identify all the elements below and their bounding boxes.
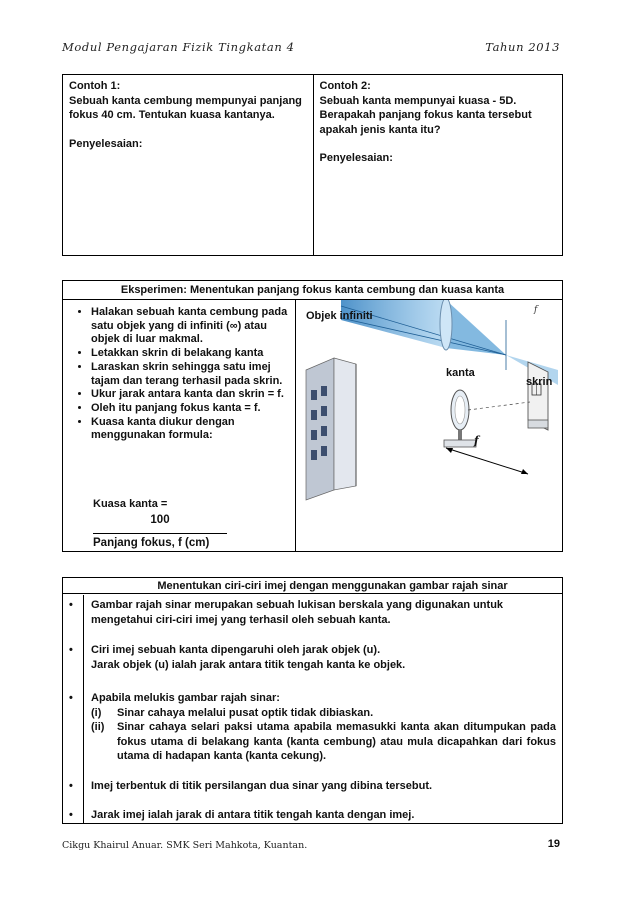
- example-1-title: Contoh 1:: [69, 80, 121, 92]
- formula-fraction-bar: [93, 533, 227, 534]
- bullet: •: [69, 644, 73, 656]
- example-2-text: Sebuah kanta mempunyai kuasa - 5D. Berapakah panjang fokus kanta tersebut apakah jenis kanta itu?: [319, 94, 532, 136]
- ray-diagram-section: [62, 577, 563, 824]
- experiment-step: • Kuasa kanta diukur dengan menggunakan formula:: [91, 416, 291, 443]
- ray-point-text: [91, 643, 556, 672]
- ray-point-text: Gambar rajah sinar merupakan sebuah lukisan berskala yang digunakan untuk mengetahui ciri-ciri imej yang terhasil oleh sebuah kanta.: [91, 599, 504, 626]
- lens-label: kanta: [446, 367, 475, 379]
- module-year: Tahun 2013: [485, 40, 560, 54]
- bullet: •: [69, 809, 73, 821]
- ray-point-text: Jarak imej ialah jarak di antara titik tengah kanta dengan imej.: [91, 809, 415, 821]
- building-icon: [306, 358, 356, 500]
- ray-point-line: Apabila melukis gambar rajah sinar:: [91, 692, 280, 704]
- example-1-solution-label: Penyelesaian:: [69, 137, 143, 150]
- experiment-diagram: [296, 300, 562, 551]
- experiment-step: • Halakan sebuah kanta cembung pada satu objek yang di infiniti (∞) atau objek di luar makmal.: [91, 306, 291, 347]
- ray-point-text: [91, 691, 556, 764]
- focal-length-label: f: [474, 434, 479, 447]
- example-2-cell: [313, 75, 563, 255]
- screen-label: skrin: [526, 376, 553, 388]
- focal-distance-arrow: [446, 448, 528, 474]
- page-number: 19: [547, 838, 560, 850]
- rule-item: [91, 720, 556, 764]
- ray-section-heading: Menentukan ciri-ciri imej dengan menggunakan gambar rajah sinar: [63, 578, 562, 594]
- formula-label: Kuasa kanta =: [93, 498, 168, 510]
- module-title: Modul Pengajaran Fizik Tingkatan 4: [62, 40, 295, 54]
- experiment-heading: Eksperimen: Menentukan panjang fokus kanta cembung dan kuasa kanta: [63, 281, 562, 300]
- example-1-cell: [63, 75, 313, 255]
- rule-item: [91, 706, 556, 721]
- formula-numerator: 100: [150, 514, 170, 526]
- example-1-text: Sebuah kanta cembung mempunyai panjang fokus 40 cm. Tentukan kuasa kantanya.: [69, 94, 302, 121]
- experiment-box: [62, 280, 563, 552]
- rule-number: (ii): [91, 721, 105, 733]
- experiment-step: • Letakkan skrin di belakang kanta: [91, 347, 291, 361]
- object-label: Objek infiniti: [306, 310, 373, 322]
- focal-mark: f: [534, 305, 538, 315]
- experiment-steps: [63, 300, 296, 551]
- bullet: •: [69, 599, 73, 611]
- experiment-step: • Laraskan skrin sehingga satu imej tajam dan terang terhasil pada skrin.: [91, 361, 291, 388]
- formula-denominator: Panjang fokus, f (cm): [93, 537, 210, 549]
- light-beam: [341, 300, 446, 348]
- example-2-solution-label: Penyelesaian:: [319, 152, 393, 164]
- bullet: •: [69, 780, 73, 792]
- experiment-step: • Oleh itu panjang fokus kanta = f.: [91, 402, 291, 416]
- ray-point-text: Imej terbentuk di titik persilangan dua sinar yang dibina tersebut.: [91, 780, 433, 792]
- arrow-head-right: [521, 469, 528, 474]
- bullet-column: [63, 595, 84, 823]
- lens-stand-icon: [444, 390, 476, 447]
- examples-table: [62, 74, 563, 256]
- bullet: •: [69, 692, 73, 704]
- ray-point-line: Ciri imej sebuah kanta dipengaruhi oleh jarak objek (u).: [91, 644, 381, 656]
- experiment-step-list: [63, 306, 295, 443]
- example-2-title: Contoh 2:: [319, 80, 371, 92]
- lens-setup-illustration: [296, 300, 561, 550]
- rule-text: Sinar cahaya melalui pusat optik tidak dibiaskan.: [117, 706, 374, 719]
- lens-top: [440, 300, 452, 350]
- ray-section-body: [63, 595, 562, 823]
- dashed-line: [468, 402, 530, 410]
- ray-point-line: Jarak objek (u) ialah jarak antara titik tengah kanta ke objek.: [91, 658, 406, 671]
- screen-icon: [528, 362, 548, 430]
- arrow-head-left: [446, 448, 453, 453]
- rule-text: Sinar cahaya selari paksi utama apabila memasukki kanta akan ditumpukan pada fokus utama di belakang kanta (kanta cembung) atau mula dicapahkan dari fokus utama di hadapan kanta (kanta cekung).: [117, 721, 556, 762]
- footer-author: Cikgu Khairul Anuar. SMK Seri Mahkota, Kuantan.: [62, 840, 308, 851]
- rule-number: (i): [91, 706, 102, 719]
- experiment-step: • Ukur jarak antara kanta dan skrin = f.: [91, 388, 291, 402]
- converging-beam: [446, 300, 506, 355]
